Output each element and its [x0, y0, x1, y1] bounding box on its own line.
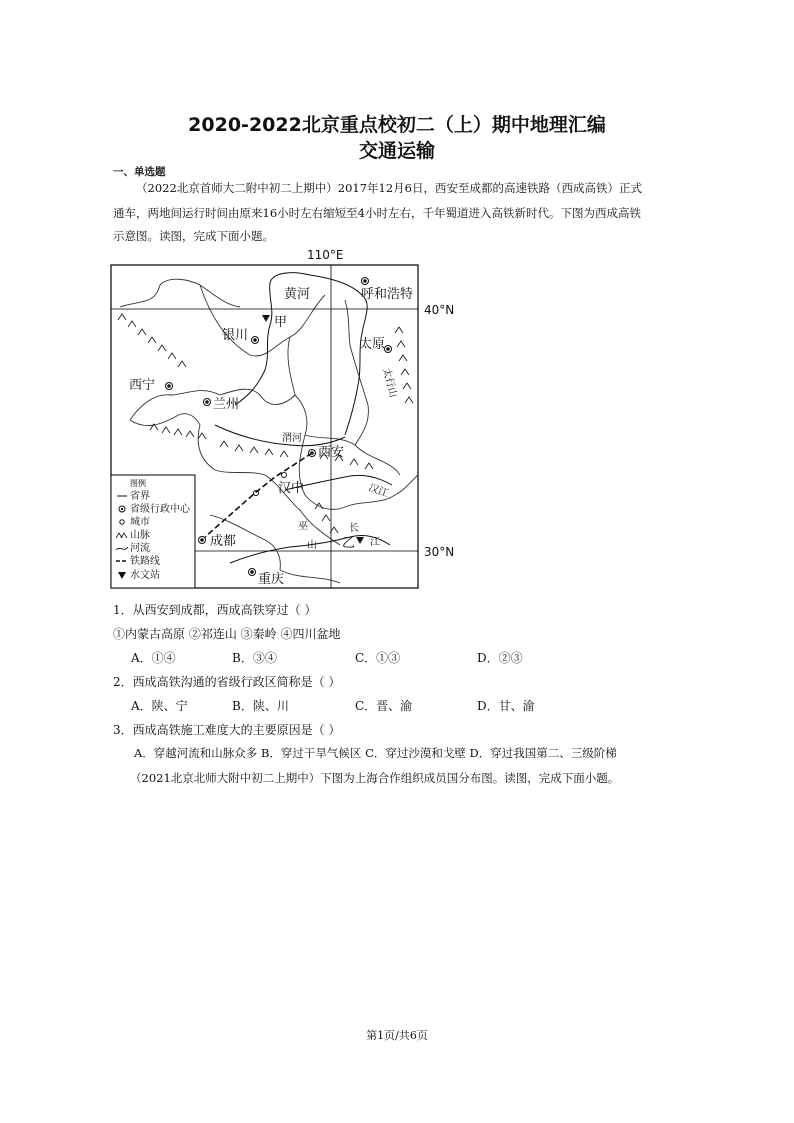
jia-label: 甲 [274, 315, 288, 330]
question-1-extra: ①内蒙古高原 ②祁连山 ③秦岭 ④四川盆地 [113, 627, 341, 641]
xining-label: 西宁 [129, 378, 156, 393]
yinchuan-label: 银川 [222, 328, 249, 343]
taihang-label: 太行山 [380, 366, 399, 399]
q1-option-d: D．②③ [477, 651, 523, 665]
wei-river [215, 425, 345, 446]
legend-item-station: 水文站 [130, 570, 160, 581]
station-jia-marker [262, 315, 270, 322]
legend-item-province-border: 省界 [130, 491, 150, 502]
legend-title: 图例 [130, 479, 146, 488]
intro-line-1: （2022北京首师大二附中初二上期中）2017年12月6日，西安至成都的高速铁路（西成高铁）正式 [136, 181, 642, 195]
hanjiang-label: 汉江 [366, 482, 390, 500]
q1-option-c: C．①③ [355, 651, 401, 665]
huhehaote-label: 呼和浩特 [361, 287, 414, 302]
wu-label: 巫 [298, 521, 308, 532]
xicheng-railway-map [100, 245, 470, 595]
hanzhong-marker [282, 473, 287, 478]
chongqing-label: 重庆 [258, 572, 285, 587]
q1-option-b: B．③④ [232, 651, 277, 665]
legend-item-mountain: 山脉 [130, 530, 150, 541]
lanzhou-label: 兰州 [213, 397, 240, 412]
rivers [215, 273, 392, 563]
chengdu-label: 成都 [210, 534, 237, 549]
q3-options: A．穿越河流和山脉众多 B．穿过干旱气候区 C．穿过沙漠和戈壁 D．穿过我国第二、三级阶梯 [134, 746, 617, 760]
page-subtitle: 交通运输 [358, 140, 435, 162]
section-heading: 一、单选题 [113, 166, 166, 178]
q1-option-a: A．①④ [131, 651, 176, 665]
huanghe-label: 黄河 [284, 287, 311, 302]
station-yi-marker [356, 537, 364, 544]
chang-label: 长 [349, 523, 359, 534]
yi-label: 乙 [342, 536, 356, 551]
question-1-stem: 1．从西安到成都，西成高铁穿过（ ） [113, 603, 317, 617]
legend-item-railway: 铁路线 [130, 556, 160, 567]
weihe-label: 渭河 [282, 433, 302, 444]
legend-item-river: 河流 [130, 543, 150, 554]
q2-option-c: C．晋、渝 [355, 699, 413, 713]
lon-110e-label: 110°E [307, 248, 344, 262]
map-legend [111, 475, 195, 588]
hanzhong-label: 汉中 [278, 481, 305, 496]
legend-item-capital: 省级行政中心 [130, 504, 190, 515]
jiang-label: 江 [370, 537, 380, 548]
lat-40n-label: 40°N [424, 303, 455, 317]
page-title: 2020-2022北京重点校初二（上）期中地理汇编 [188, 114, 606, 136]
lat-30n-label: 30°N [424, 545, 455, 559]
q2-option-d: D．甘、渝 [477, 699, 535, 713]
q2-option-a: A．陕、宁 [131, 699, 188, 713]
question-3-stem: 3．西成高铁施工难度大的主要原因是（ ） [113, 723, 341, 737]
xian-label: 西安 [318, 445, 345, 460]
intro-line-3: 示意图。读图，完成下面小题。 [113, 229, 274, 243]
question-2-stem: 2．西成高铁沟通的省级行政区简称是（ ） [113, 675, 341, 689]
shan-label: 山 [307, 540, 317, 551]
taiyuan-label: 太原 [359, 337, 386, 352]
page-footer: 第1页/共6页 [366, 1029, 428, 1042]
legend-item-city: 城市 [130, 517, 150, 528]
next-intro: （2021北京北师大附中初二上期中）下图为上海合作组织成员国分布图。读图，完成下面小题。 [130, 771, 620, 785]
wushan-mountains [315, 503, 338, 533]
qilian-mountains [118, 314, 186, 367]
intro-line-2: 通车，两地间运行时间由原来16小时左右缩短至4小时左右，千年蜀道进入高铁新时代。下图为西成高铁 [113, 206, 641, 220]
q2-option-b: B．陕、川 [232, 699, 289, 713]
